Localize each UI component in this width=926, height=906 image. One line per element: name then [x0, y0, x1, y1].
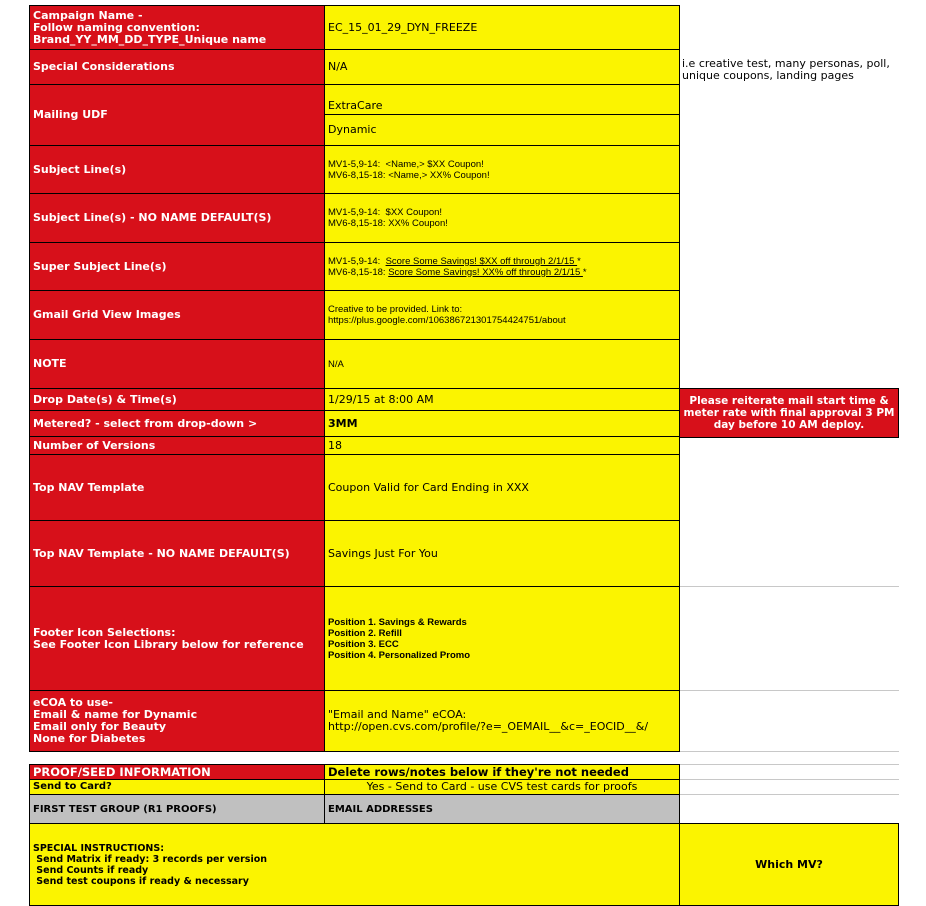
- cell-text: Metered? - select from drop-down >: [33, 416, 258, 430]
- grid-line: [680, 690, 899, 691]
- label-footer-icons: [29, 586, 325, 691]
- cell-text: Drop Date(s) & Time(s): [33, 392, 177, 406]
- value-campaign-name[interactable]: [324, 5, 680, 50]
- cell-text: Super Subject Line(s): [33, 259, 167, 273]
- value-metered-dropdown[interactable]: [324, 410, 680, 437]
- proof-header-value: [324, 764, 680, 780]
- label-mailing-udf: [29, 84, 325, 146]
- value-gmail-grid[interactable]: [324, 290, 680, 340]
- footer-position: Position 4. Personalized Promo: [328, 649, 471, 661]
- instruction-line: Send test coupons if ready & necessary: [33, 875, 249, 887]
- cell-text: Savings Just For You: [328, 546, 438, 560]
- value-subject-lines[interactable]: [324, 145, 680, 194]
- value-footer-icons[interactable]: [324, 586, 680, 691]
- cell-text: PROOF/SEED INFORMATION: [33, 765, 211, 779]
- grid-line: [680, 779, 899, 780]
- label-line: Email only for Beauty: [33, 720, 167, 733]
- label-gmail-grid: [29, 290, 325, 340]
- subject-line: MV6-8,15-18: <Name,> XX% Coupon!: [328, 169, 490, 181]
- cell-text: Yes - Send to Card - use CVS test cards for proofs: [366, 780, 638, 793]
- super-subject-line-2: [328, 267, 587, 278]
- label-ecoa: [29, 690, 325, 752]
- label-note: [29, 339, 325, 389]
- gmail-link: https://plus.google.com/106386721301754424751/about: [328, 315, 566, 326]
- cell-text: EC_15_01_29_DYN_FREEZE: [328, 20, 478, 34]
- label-drop-date: [29, 388, 325, 411]
- value-subject-no-name[interactable]: [324, 193, 680, 243]
- grid-line: [680, 586, 899, 587]
- line-prefix: MV1-5,9-14:: [328, 255, 386, 267]
- label-subject-lines: [29, 145, 325, 194]
- cell-text: 3MM: [328, 416, 358, 430]
- cell-text: N/A: [328, 358, 344, 370]
- proof-header-label: [29, 764, 325, 780]
- label-top-nav: [29, 454, 325, 521]
- instruction-line: SPECIAL INSTRUCTIONS:: [33, 842, 165, 854]
- label-line: None for Diabetes: [33, 732, 146, 745]
- value-num-versions[interactable]: [324, 436, 680, 455]
- value-special-considerations[interactable]: [324, 49, 680, 85]
- cell-text: Delete rows/notes below if they're not needed: [328, 765, 629, 779]
- value-send-to-card[interactable]: [324, 779, 680, 795]
- subject-line: MV1-5,9-14: $XX Coupon!: [328, 207, 443, 218]
- label-line: Footer Icon Selections:: [33, 625, 176, 639]
- footer-position: Position 1. Savings & Rewards: [328, 616, 467, 628]
- cell-text: 18: [328, 438, 342, 452]
- footer-position: Position 3. ECC: [328, 638, 399, 650]
- note-line: i.e creative test, many personas, poll,: [682, 57, 890, 70]
- label-top-nav-no-name: [29, 520, 325, 587]
- label-subject-no-name: [29, 193, 325, 243]
- note-line: unique coupons, landing pages: [682, 69, 854, 82]
- line-suffix: *: [577, 255, 581, 267]
- value-top-nav[interactable]: [324, 454, 680, 521]
- label-line: Campaign Name -: [33, 8, 143, 22]
- metered-alert: [679, 388, 899, 438]
- label-line: eCOA to use-: [33, 696, 113, 709]
- value-mailing-udf-2[interactable]: [324, 114, 680, 146]
- label-super-subject: [29, 242, 325, 291]
- grid-line: [680, 764, 899, 765]
- value-note[interactable]: [324, 339, 680, 389]
- cell-text: Top NAV Template - NO NAME DEFAULT(S): [33, 546, 290, 560]
- special-instructions: [29, 823, 680, 906]
- value-ecoa[interactable]: [324, 690, 680, 752]
- cell-text: Subject Line(s): [33, 162, 127, 176]
- instruction-line: Send Counts if ready: [33, 864, 149, 876]
- label-num-versions: [29, 436, 325, 455]
- value-email-addresses: [324, 794, 680, 824]
- cell-text: Subject Line(s) - NO NAME DEFAULT(S): [33, 211, 272, 224]
- label-line: Brand_YY_MM_DD_TYPE_Unique name: [33, 32, 267, 46]
- subject-line: MV6-8,15-18: XX% Coupon!: [328, 218, 448, 229]
- label-first-test-group: [29, 794, 325, 824]
- cell-text: Which MV?: [755, 857, 823, 871]
- cell-text: NOTE: [33, 357, 67, 370]
- line-text: Score Some Savings! $XX off through 2/1/15: [385, 255, 578, 267]
- ecoa-line: "Email and Name" eCOA:: [328, 708, 467, 721]
- line-prefix: MV6-8,15-18:: [328, 266, 389, 278]
- label-line: Email & name for Dynamic: [33, 708, 198, 721]
- alert-text: Please reiterate mail start time & meter rate with final approval 3 PM day before 10 AM deploy.: [683, 395, 895, 431]
- grid-line: [680, 794, 899, 795]
- value-top-nav-no-name[interactable]: [324, 520, 680, 587]
- super-subject-line-1: [328, 256, 587, 267]
- cell-text: EMAIL ADDRESSES: [328, 803, 433, 815]
- cell-text: FIRST TEST GROUP (R1 PROOFS): [33, 803, 217, 815]
- cell-text: Top NAV Template: [33, 480, 145, 494]
- grid-line: [680, 751, 899, 752]
- cell-text: Send to Card?: [33, 781, 112, 792]
- instruction-line: Send Matrix if ready: 3 records per version: [33, 853, 267, 865]
- label-special-considerations: [29, 49, 325, 85]
- label-line: See Footer Icon Library below for reference: [33, 637, 304, 651]
- cell-text: Gmail Grid View Images: [33, 308, 181, 321]
- cell-text: 1/29/15 at 8:00 AM: [328, 392, 434, 406]
- label-line: Follow naming convention:: [33, 20, 200, 34]
- label-send-to-card: [29, 779, 325, 795]
- which-mv[interactable]: [679, 823, 899, 906]
- label-metered: [29, 410, 325, 437]
- footer-position: Position 2. Refill: [328, 627, 402, 639]
- value-super-subject[interactable]: [324, 242, 680, 291]
- value-drop-date[interactable]: [324, 388, 680, 411]
- cell-text: N/A: [328, 60, 348, 73]
- special-considerations-note: [682, 58, 890, 82]
- line-text: Score Some Savings! XX% off through 2/1/15: [388, 266, 583, 278]
- cell-text: Mailing UDF: [33, 108, 108, 121]
- ecoa-link: http://open.cvs.com/profile/?e=_OEMAIL__&c=_EOCID__&/: [328, 720, 649, 733]
- label-campaign-name: [29, 5, 325, 50]
- gmail-line: Creative to be provided. Link to:: [328, 304, 463, 315]
- cell-text: Special Considerations: [33, 60, 175, 73]
- cell-text: Dynamic: [328, 123, 377, 136]
- line-suffix: *: [582, 266, 587, 278]
- cell-text: ExtraCare: [328, 98, 383, 112]
- cell-text: Coupon Valid for Card Ending in XXX: [328, 480, 529, 494]
- subject-line: MV1-5,9-14: <Name,> $XX Coupon!: [328, 158, 484, 170]
- value-mailing-udf-1[interactable]: [324, 84, 680, 115]
- cell-text: Number of Versions: [33, 438, 156, 452]
